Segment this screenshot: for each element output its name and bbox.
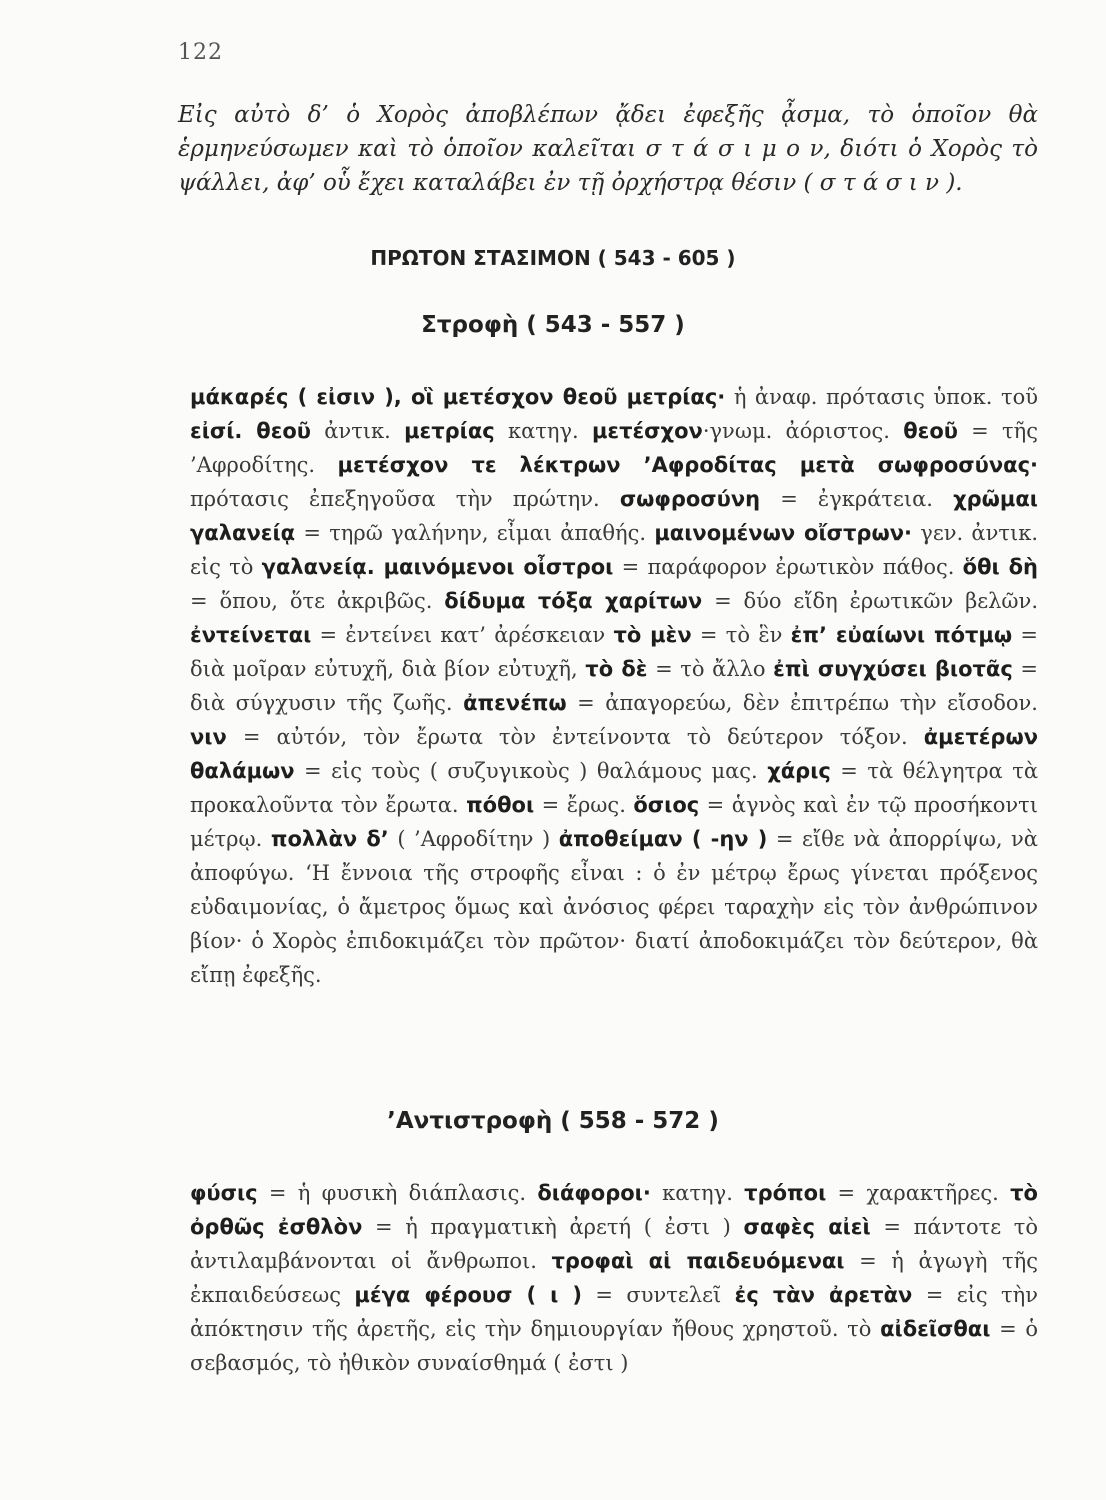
lemma-term: τὸ δὲ: [585, 657, 648, 681]
gloss-text: πρότασις ἐπεξηγοῦσα τὴν πρώτην.: [190, 487, 620, 511]
gloss-text: = τηρῶ γαλήνην, εἶμαι ἀπαθής.: [295, 521, 655, 545]
gloss-text: = ὅπου, ὅτε ἀκριβῶς.: [190, 589, 445, 613]
lemma-term: γαλανείᾳ. μαινόμενοι οἶστροι: [261, 555, 614, 579]
gloss-text: κατηγ.: [650, 1181, 745, 1205]
gloss-text: = ἡ φυσικὴ διάπλασις.: [257, 1181, 538, 1205]
strophe-commentary: [190, 380, 1038, 992]
page-number: 122: [178, 40, 223, 65]
gloss-text: = ἀπαγορεύω, δὲν ἐπιτρέπω τὴν εἴσοδον.: [566, 691, 1038, 715]
lemma-term: τροφαὶ αἱ παιδευόμεναι: [551, 1249, 845, 1273]
lemma-term: ὅθι δὴ: [962, 555, 1038, 579]
lemma-term: φύσις: [190, 1181, 258, 1205]
gloss-text: = χαρακτῆρες.: [826, 1181, 1011, 1205]
lemma-term: μετρίας: [404, 419, 495, 443]
gloss-text: = ἐγκράτεια.: [760, 487, 954, 511]
lemma-term: ἐντείνεται: [190, 623, 312, 647]
main-heading: ΠΡΩΤΟΝ ΣΤΑΣΙΜΟΝ ( 543 - 605 ): [370, 246, 736, 270]
gloss-text: = δύο εἴδη ἐρωτικῶν βελῶν.: [702, 589, 1038, 613]
gloss-text: = εἰς τὴν ἀπόκτησιν τῆς ἀρετῆς, εἰς τὴν δημιουργίαν ἤθους χρηστοῦ. τὸ: [190, 1283, 1038, 1341]
lemma-term: μετέσχον: [591, 419, 703, 443]
gloss-text: = εἴθε νὰ ἀπορρίψω, νὰ ἀποφύγω. ‘Η ἔννοια τῆς στροφῆς εἶναι : ὁ ἐν μέτρῳ ἔρως γίνεται πρόξενος εὐδαιμονίας, ὁ ἄμετρος ὅμως καὶ ἀνόσιος φέρει ταραχὴν εἰς τὸν ἀνθρώπινον βίον· ὁ Χορὸς ἐπιδοκιμάζει τὸν πρῶτον· διατί ἀποδοκιμάζει τὸν δεύτερον, θὰ εἴπῃ ἐφεξῆς.: [190, 827, 1038, 987]
lemma-term: ἀπενέπω: [463, 691, 567, 715]
gloss-text: = τὸ ἄλλο: [647, 657, 774, 681]
gloss-text: ( ’Αφροδίτην ): [388, 827, 559, 851]
gloss-text: = τῆς ’Αφροδίτης.: [190, 419, 1038, 477]
lemma-term: χρῶμαι γαλανείᾳ: [190, 487, 1038, 545]
lemma-term: τὸ ὀρθῶς ἐσθλὸν: [190, 1181, 1038, 1239]
lemma-term: πολλὰν δ’: [270, 827, 389, 851]
gloss-text: ἀντικ.: [311, 419, 405, 443]
lemma-term: ἐπ’ εὐαίωνι πότμῳ: [790, 623, 1013, 647]
lemma-term: σωφροσύνη: [619, 487, 761, 511]
gloss-text: = πάντοτε τὸ ἀντιλαμβάνονται οἱ ἄνθρωποι.: [190, 1215, 1039, 1273]
gloss-text: = ἁγνὸς καὶ ἐν τῷ προσήκοντι μέτρῳ.: [190, 793, 1038, 851]
gloss-text: = ἔρως.: [534, 793, 634, 817]
gloss-text: = ἡ πραγματικὴ ἀρετή ( ἐστι ): [362, 1215, 744, 1239]
lemma-term: πόθοι: [466, 793, 535, 817]
gloss-text: γεν. ἀντικ. εἰς τὸ: [190, 521, 1039, 579]
intro-paragraph: Εἰς αὐτὸ δ’ ὁ Χορὸς ἀποβλέπων ᾄδει ἐφεξῆς ᾆσμα, τὸ ὁποῖον θὰ ἑρμηνεύσωμεν καὶ τὸ ὁποῖον καλεῖται σ τ ά σ ι μ ο ν, διότι ὁ Χορὸς τὸ ψάλλει, ἀφ’ οὗ ἔχει καταλάβει ἐν τῇ ὀρχήστρᾳ θέσιν ( σ τ ά σ ι ν ).: [178, 102, 1038, 196]
lemma-term: μετέσχον τε λέκτρων ’Αφροδίτας μετὰ σωφροσύνας·: [337, 453, 1038, 477]
gloss-text: = αὐτόν, τὸν ἔρωτα τὸν ἐντείνοντα τὸ δεύτερον τόξον.: [226, 725, 924, 749]
gloss-text: = ἐντείνει κατ’ ἀρέσκειαν: [311, 623, 614, 647]
lemma-term: μαινομένων οἴστρων·: [654, 521, 912, 545]
lemma-term: μέγα φέρουσ ( ι ): [354, 1283, 582, 1307]
lemma-term: ὅσιος: [633, 793, 700, 817]
lemma-term: ἐς τὰν ἀρετὰν: [734, 1283, 913, 1307]
gloss-text: = παράφορον ἐρωτικὸν πάθος.: [613, 555, 963, 579]
lemma-term: ἀποθείμαν ( -ην ): [558, 827, 768, 851]
gloss-text: = διὰ σύγχυσιν τῆς ζωῆς.: [190, 657, 1038, 715]
lemma-term: δίδυμα τόξα χαρίτων: [444, 589, 703, 613]
lemma-term: εἰσί. θεοῦ: [190, 419, 311, 443]
antistrophe-commentary: [190, 1176, 1038, 1380]
lemma-term: μάκαρές ( εἰσιν ), οἳ μετέσχον θεοῦ μετρίας·: [190, 385, 726, 409]
lemma-term: θεοῦ: [903, 419, 958, 443]
gloss-text: = ὁ σεβασμός, τὸ ἠθικὸν συναίσθημά ( ἐστι ): [190, 1317, 1038, 1375]
gloss-text: ·γνωμ. ἀόριστος.: [702, 419, 904, 443]
lemma-term: διάφοροι·: [537, 1181, 651, 1205]
lemma-term: νιν: [190, 725, 227, 749]
gloss-text: = ἡ ἀγωγὴ τῆς ἐκπαιδεύσεως: [190, 1249, 1038, 1307]
lemma-term: τὸ μὲν: [613, 623, 692, 647]
gloss-text: κατηγ.: [494, 419, 592, 443]
antistrophe-heading: ’Αντιστροφὴ ( 558 - 572 ): [387, 1108, 719, 1134]
gloss-text: = τὸ ἓν: [691, 623, 791, 647]
gloss-text: = συντελεῖ: [582, 1283, 735, 1307]
gloss-text: = τὰ θέλγητρα τὰ προκαλοῦντα τὸν ἔρωτα.: [190, 759, 1038, 817]
gloss-text: = διὰ μοῖραν εὐτυχῆ, διὰ βίον εὐτυχῆ,: [190, 623, 1039, 681]
lemma-term: ἀμετέρων θαλάμων: [190, 725, 1038, 783]
gloss-text: ἡ ἀναφ. πρότασις ὑποκ. τοῦ: [725, 385, 1038, 409]
lemma-term: χάρις: [767, 759, 831, 783]
lemma-term: αἰδεῖσθαι: [880, 1317, 991, 1341]
lemma-term: τρόποι: [744, 1181, 827, 1205]
lemma-term: ἐπὶ συγχύσει βιοτᾶς: [773, 657, 1013, 681]
gloss-text: = εἰς τοὺς ( συζυγικοὺς ) θαλάμους μας.: [294, 759, 768, 783]
strophe-heading: Στροφὴ ( 543 - 557 ): [421, 312, 685, 338]
lemma-term: σαφὲς αἰεὶ: [743, 1215, 871, 1239]
